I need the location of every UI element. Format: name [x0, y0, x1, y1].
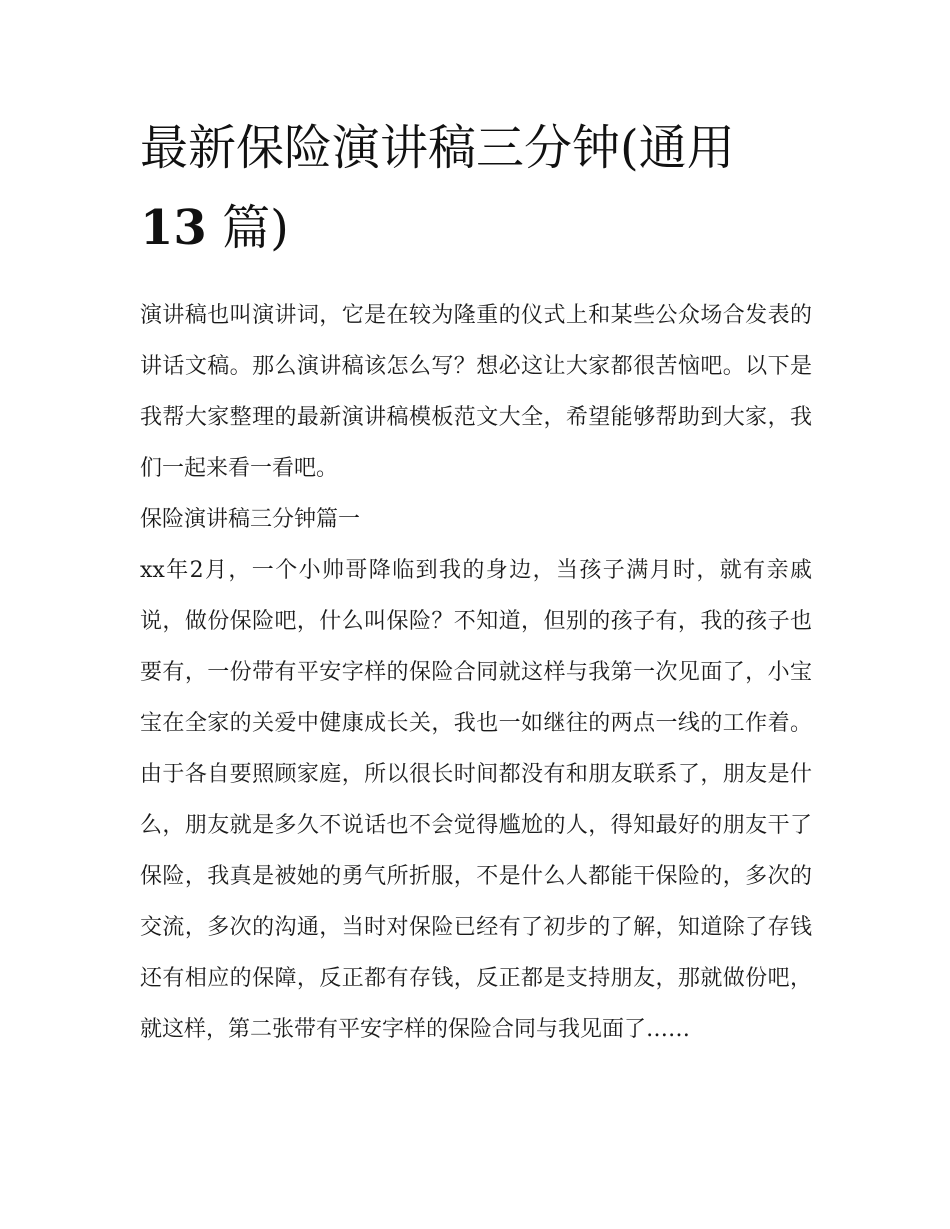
- document-page: [140, 108, 812, 1055]
- title-text-main: 最新保险演讲稿三分钟(通用: [140, 120, 735, 176]
- title-count: 13: [140, 200, 207, 256]
- document-title: [140, 108, 812, 268]
- section-heading: 保险演讲稿三分钟篇一: [140, 507, 361, 532]
- intro-paragraph: 演讲稿也叫演讲词，它是在较为隆重的仪式上和某些公众场合发表的讲话文稿。那么演讲稿该怎么写？想必这让大家都很苦恼吧。以下是我帮大家整理的最新演讲稿模板范文大全，希望能够帮助到大家，我们一起来看一看吧。: [140, 303, 812, 481]
- title-text-end: 篇): [222, 200, 289, 256]
- section-body-paragraph: xx年2月，一个小帅哥降临到我的身边，当孩子满月时，就有亲戚说，做份保险吧，什么叫保险？不知道，但别的孩子有，我的孩子也要有，一份带有平安字样的保险合同就这样与我第一次见面了，小宝宝在全家的关爱中健康成长关，我也一如继往的两点一线的工作着。由于各自要照顾家庭，所以很长时间都没有和朋友联系了，朋友是什么，朋友就是多久不说话也不会觉得尴尬的人，得知最好的朋友干了保险，我真是被她的勇气所折服，不是什么人都能干保险的，多次的交流，多次的沟通，当时对保险已经有了初步的了解，知道除了存钱还有相应的保障，反正都有存钱，反正都是支持朋友，那就做份吧，就这样，第二张带有平安字样的保险合同与我见面了……: [140, 558, 812, 1042]
